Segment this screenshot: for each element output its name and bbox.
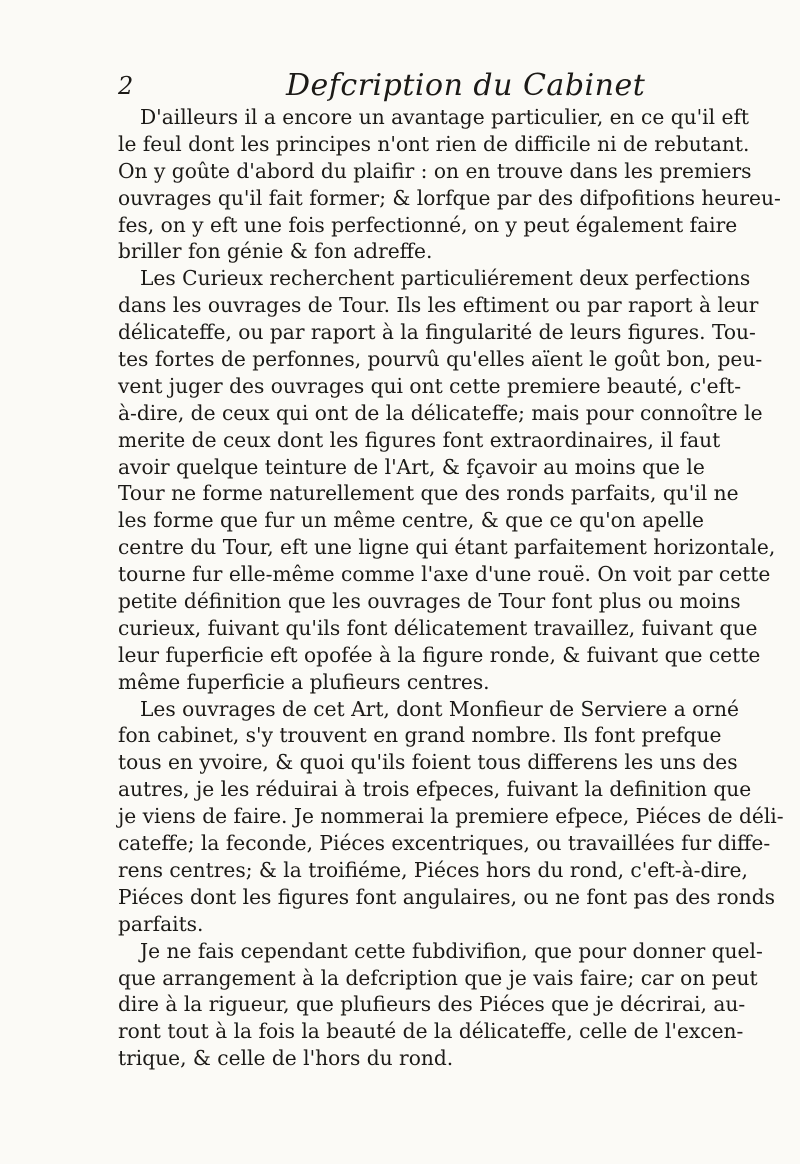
text-line: rens centres; & la troifiéme, Piéces hors du rond, c'eft-à-dire, (118, 857, 748, 882)
text-line: tourne fur elle-même comme l'axe d'une rouë. On voit par cette (118, 562, 771, 587)
text-line: à-dire, de ceux qui ont de la délicateffe; mais pour connoître le (118, 400, 763, 425)
text-line: fes, on y eft une fois perfectionné, on y peut également faire (118, 212, 738, 237)
text-line: merite de ceux dont les figures font extraordinaires, il faut (118, 427, 721, 452)
text-line: dire à la rigueur, que plufieurs des Piéces que je décrirai, au- (118, 992, 746, 1017)
text-line: D'ailleurs il a encore un avantage particulier, en ce qu'il eft (140, 105, 750, 129)
text-line: dans les ouvrages de Tour. Ils les eftiment ou par raport à leur (118, 293, 759, 318)
paragraph (118, 696, 784, 938)
body-text (118, 104, 784, 1072)
text-line: On y goûte d'abord du plaifir : on en trouve dans les premiers (118, 158, 752, 183)
text-line: même fuperficie a plufieurs centres. (118, 669, 490, 694)
text-line: Piéces dont les figures font angulaires, ou ne font pas des ronds (118, 884, 775, 909)
text-line: autres, je les réduirai à trois efpeces, fuivant la definition que (118, 777, 752, 802)
text-line: vent juger des ouvrages qui ont cette premiere beauté, c'eft- (118, 373, 742, 398)
text-line: ouvrages qu'il fait former; & lorfque par des difpofitions heureu- (118, 185, 781, 210)
text-line: les forme que fur un même centre, & que ce qu'on apelle (118, 508, 704, 533)
text-line: ront tout à la fois la beauté de la délicateffe, celle de l'excen- (118, 1019, 744, 1044)
text-line: cateffe; la feconde, Piéces excentriques, ou travaillées fur diffe- (118, 831, 771, 856)
paragraph (118, 265, 776, 695)
text-line: Les ouvrages de cet Art, dont Monfieur de Serviere a orné (140, 696, 739, 721)
text-line: briller fon génie & fon adreffe. (118, 239, 433, 264)
text-line: Je ne fais cependant cette fubdivifion, que pour donner quel- (140, 938, 763, 963)
text-line: je viens de faire. Je nommerai la premiere efpece, Piéces de déli- (118, 804, 784, 829)
running-head (118, 68, 678, 102)
text-line: petite définition que les ouvrages de Tour font plus ou moins (118, 589, 741, 614)
running-title: Defcription du Cabinet (286, 68, 646, 103)
text-line: tous en yvoire, & quoi qu'ils foient tous differens les uns des (118, 750, 738, 775)
page-number: 2 (118, 72, 134, 100)
text-line: fon cabinet, s'y trouvent en grand nombre. Ils font prefque (118, 723, 722, 748)
text-line: tes fortes de perfonnes, pourvû qu'elles aïent le goût bon, peu- (118, 347, 763, 372)
text-line: Tour ne forme naturellement que des ronds parfaits, qu'il ne (118, 481, 739, 506)
text-line: centre du Tour, eft une ligne qui étant parfaitement horizontale, (118, 535, 776, 560)
text-line: le feul dont les principes n'ont rien de difficile ni de rebutant. (118, 131, 750, 156)
text-line: parfaits. (118, 911, 204, 936)
paragraph (118, 938, 763, 1072)
text-line: que arrangement à la defcription que je vais faire; car on peut (118, 965, 758, 990)
text-line: curieux, fuivant qu'ils font délicatement travaillez, fuivant que (118, 615, 758, 640)
text-line: trique, & celle de l'hors du rond. (118, 1046, 454, 1071)
text-line: avoir quelque teinture de l'Art, & fçavoir au moins que le (118, 454, 705, 479)
paragraph (118, 104, 781, 265)
text-line: délicateffe, ou par raport à la fingularité de leurs figures. Tou- (118, 320, 756, 345)
text-line: leur fuperficie eft opofée à la figure ronde, & fuivant que cette (118, 642, 761, 667)
text-line: Les Curieux recherchent particuliérement deux perfections (140, 266, 751, 291)
